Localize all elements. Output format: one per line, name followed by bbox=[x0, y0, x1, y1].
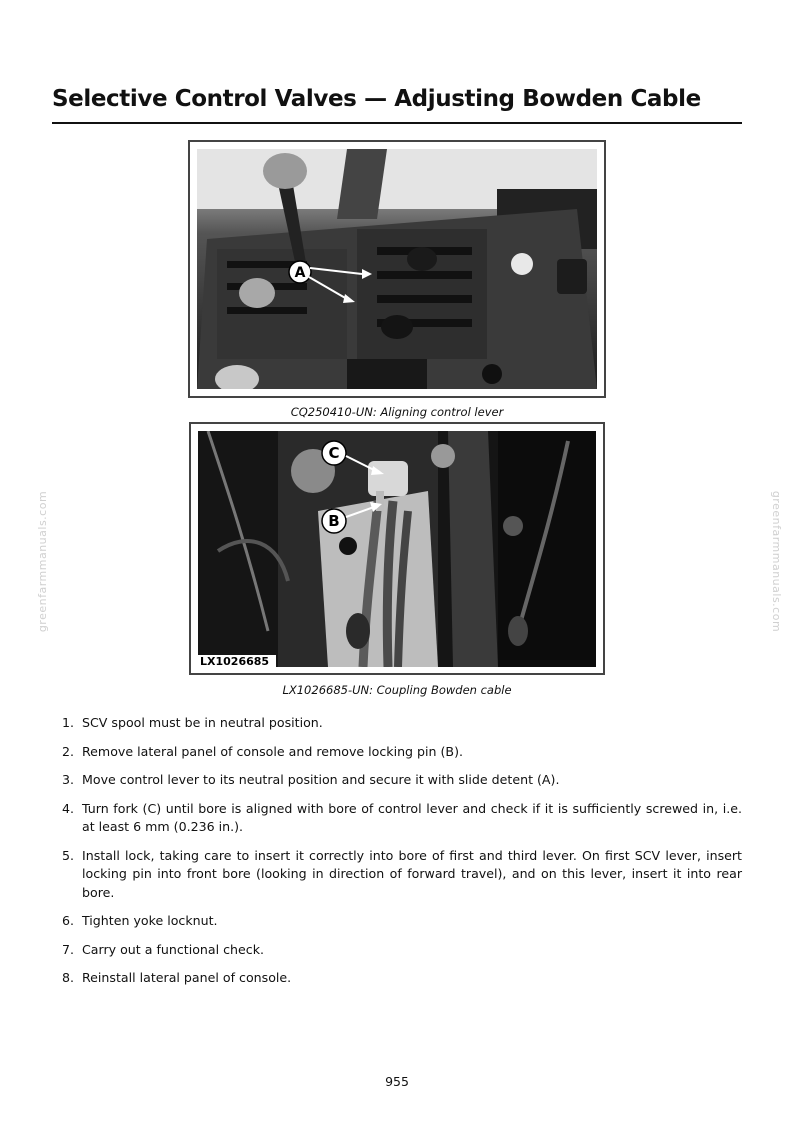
step-text: Carry out a functional check. bbox=[82, 941, 264, 957]
step-number: 4. bbox=[62, 800, 75, 816]
step-text: Turn fork (C) until bore is aligned with bore of control lever and check if it is sufficiently screwed in, i.e. at least 6 mm (0.236 in.). bbox=[82, 800, 742, 834]
page-title: Selective Control Valves — Adjusting Bowden Cable bbox=[52, 86, 701, 112]
step-item bbox=[62, 800, 742, 837]
figure-stamp: LX1026685 bbox=[200, 655, 270, 667]
figure-bowden-cable bbox=[189, 422, 605, 675]
callout-c: C bbox=[328, 444, 340, 462]
step-text: SCV spool must be in neutral position. bbox=[82, 715, 323, 730]
figure-control-lever bbox=[188, 140, 606, 398]
callout-a: A bbox=[294, 265, 306, 281]
step-number: 2. bbox=[62, 743, 75, 759]
step-number: 5. bbox=[62, 847, 75, 863]
step-item bbox=[62, 771, 742, 790]
title-rule bbox=[52, 122, 742, 124]
figure-2-caption: LX1026685-UN: Coupling Bowden cable bbox=[282, 683, 512, 697]
step-text: Remove lateral panel of console and remove locking pin (B). bbox=[82, 743, 463, 759]
step-item bbox=[62, 912, 742, 931]
watermark-left: greenfarmmanuals.com bbox=[36, 490, 50, 633]
step-number: 8. bbox=[62, 970, 75, 985]
callout-b: B bbox=[328, 512, 340, 530]
step-number: 1. bbox=[62, 715, 75, 730]
step-item bbox=[62, 847, 742, 903]
step-number: 6. bbox=[62, 913, 75, 928]
procedure-steps bbox=[62, 714, 742, 998]
photo-bowden-cable bbox=[198, 431, 596, 667]
step-item bbox=[62, 969, 742, 988]
step-text: Reinstall lateral panel of console. bbox=[82, 970, 292, 985]
photo-control-console bbox=[197, 149, 597, 389]
step-item bbox=[62, 714, 742, 733]
page-number: 955 bbox=[385, 1074, 409, 1089]
step-item bbox=[62, 743, 742, 762]
step-number: 3. bbox=[62, 772, 75, 787]
step-number: 7. bbox=[62, 941, 75, 957]
step-text: Move control lever to its neutral position and secure it with slide detent (A). bbox=[82, 772, 560, 787]
watermark-right: greenfarmmanuals.com bbox=[770, 490, 784, 633]
figure-1-caption: CQ250410-UN: Aligning control lever bbox=[290, 405, 504, 419]
step-text: Tighten yoke locknut. bbox=[82, 913, 218, 928]
step-text: Install lock, taking care to insert it correctly into bore of first and third lever. On first SCV lever, insert locking pin into front bore (looking in direction of forward travel), and on this lever, insert it into rear bore. bbox=[82, 847, 742, 900]
step-item bbox=[62, 941, 742, 960]
